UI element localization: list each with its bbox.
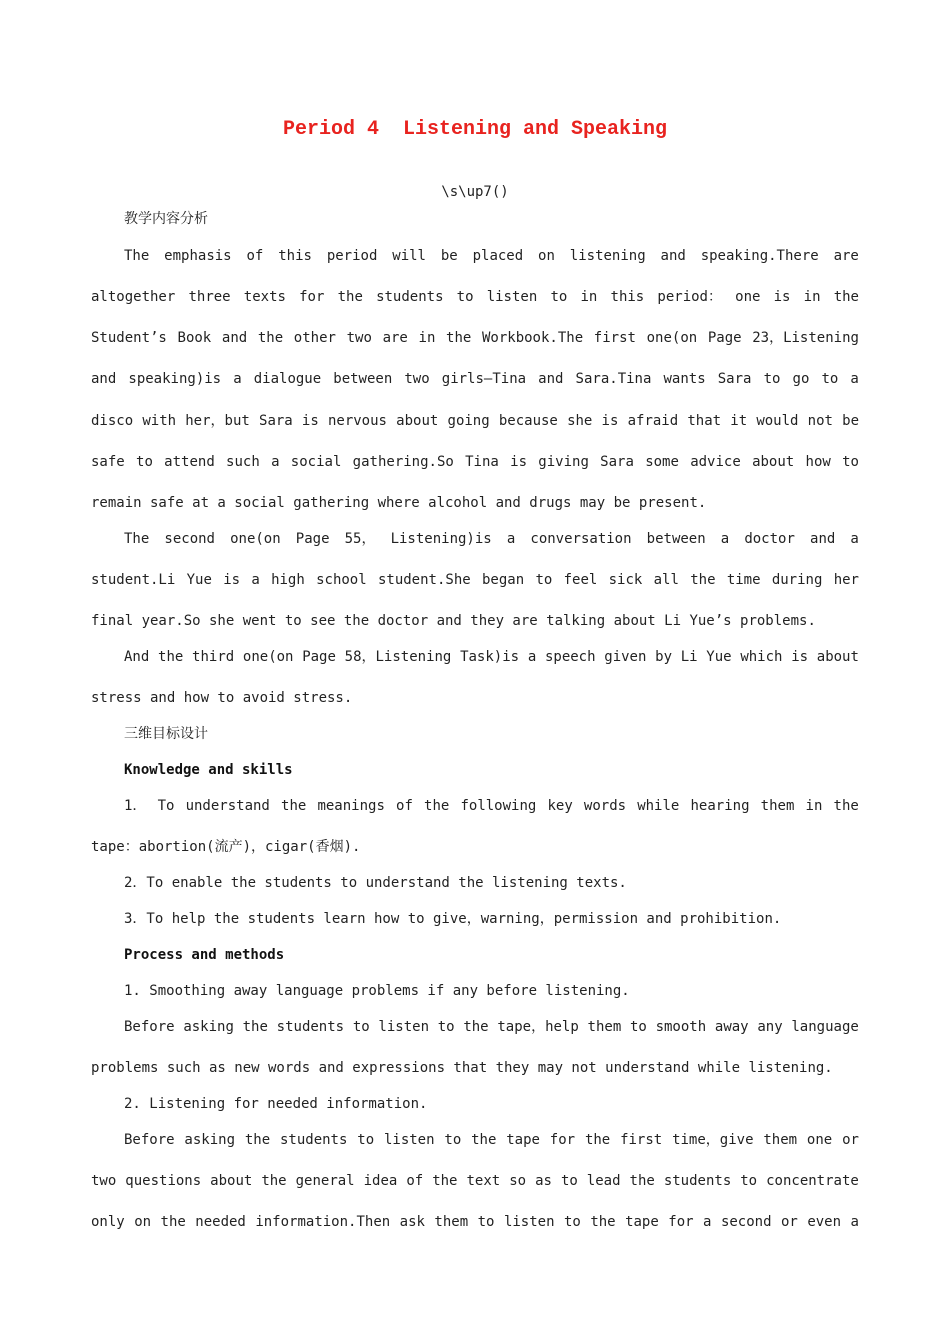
paragraph-line: Before asking the students to listen to the tape，help them to smooth away any language xyxy=(124,1019,859,1035)
paragraph-line: And the third one(on Page 58，Listening Task)is a speech given by Li Yue which is about xyxy=(124,649,859,665)
list-item: 1. Smoothing away language problems if any before listening. xyxy=(124,983,630,999)
paragraph-line: The emphasis of this period will be placed on listening and speaking.There are xyxy=(124,248,859,264)
list-item-line: tape：abortion(流产)，cigar(香烟). xyxy=(91,839,361,855)
list-item: 3．To help the students learn how to give，warning，permission and prohibition. xyxy=(124,911,782,927)
paragraph-line: remain safe at a social gathering where alcohol and drugs may be present. xyxy=(91,495,707,511)
list-item: 2．To enable the students to understand the listening texts. xyxy=(124,875,627,891)
paragraph-line: altogether three texts for the students to listen to in this period： one is in the xyxy=(91,289,859,305)
paragraph-line: problems such as new words and expressions that they may not understand while listening. xyxy=(91,1060,833,1076)
list-item: 2. Listening for needed information. xyxy=(124,1096,428,1112)
paragraph-line: only on the needed information.Then ask them to listen to the tape for a second or even a xyxy=(91,1214,859,1230)
subheading-knowledge-skills: Knowledge and skills xyxy=(124,762,293,778)
subheading-process-methods: Process and methods xyxy=(124,947,285,963)
paragraph-line: student.Li Yue is a high school student.She began to feel sick all the time during her xyxy=(91,572,859,588)
paragraph-line: and speaking)is a dialogue between two girls—Tina and Sara.Tina wants Sara to go to a xyxy=(91,371,859,387)
paragraph-line: Before asking the students to listen to the tape for the first time，give them one or xyxy=(124,1132,859,1148)
list-item-line: 1． To understand the meanings of the following key words while hearing them in the xyxy=(124,798,859,814)
paragraph-line: disco with her，but Sara is nervous about going because she is afraid that it would not be xyxy=(91,413,859,429)
paragraph-line: safe to attend such a social gathering.So Tina is giving Sara some advice about how to xyxy=(91,454,859,470)
paragraph-line: stress and how to avoid stress. xyxy=(91,690,353,706)
field-code-marker: \s\up7() xyxy=(441,184,509,200)
section-heading-objectives: 三维目标设计 xyxy=(124,726,208,742)
paragraph-line: final year.So she went to see the doctor and they are talking about Li Yue’s problems. xyxy=(91,613,816,629)
page-title: Period 4 Listening and Speaking xyxy=(282,118,668,141)
section-heading-content-analysis: 教学内容分析 xyxy=(124,211,208,227)
paragraph-line: The second one(on Page 55， Listening)is a conversation between a doctor and a xyxy=(124,531,859,547)
paragraph-line: two questions about the general idea of the text so as to lead the students to concentrate xyxy=(91,1173,859,1189)
paragraph-line: Student’s Book and the other two are in the Workbook.The first one(on Page 23，Listening xyxy=(91,330,859,346)
